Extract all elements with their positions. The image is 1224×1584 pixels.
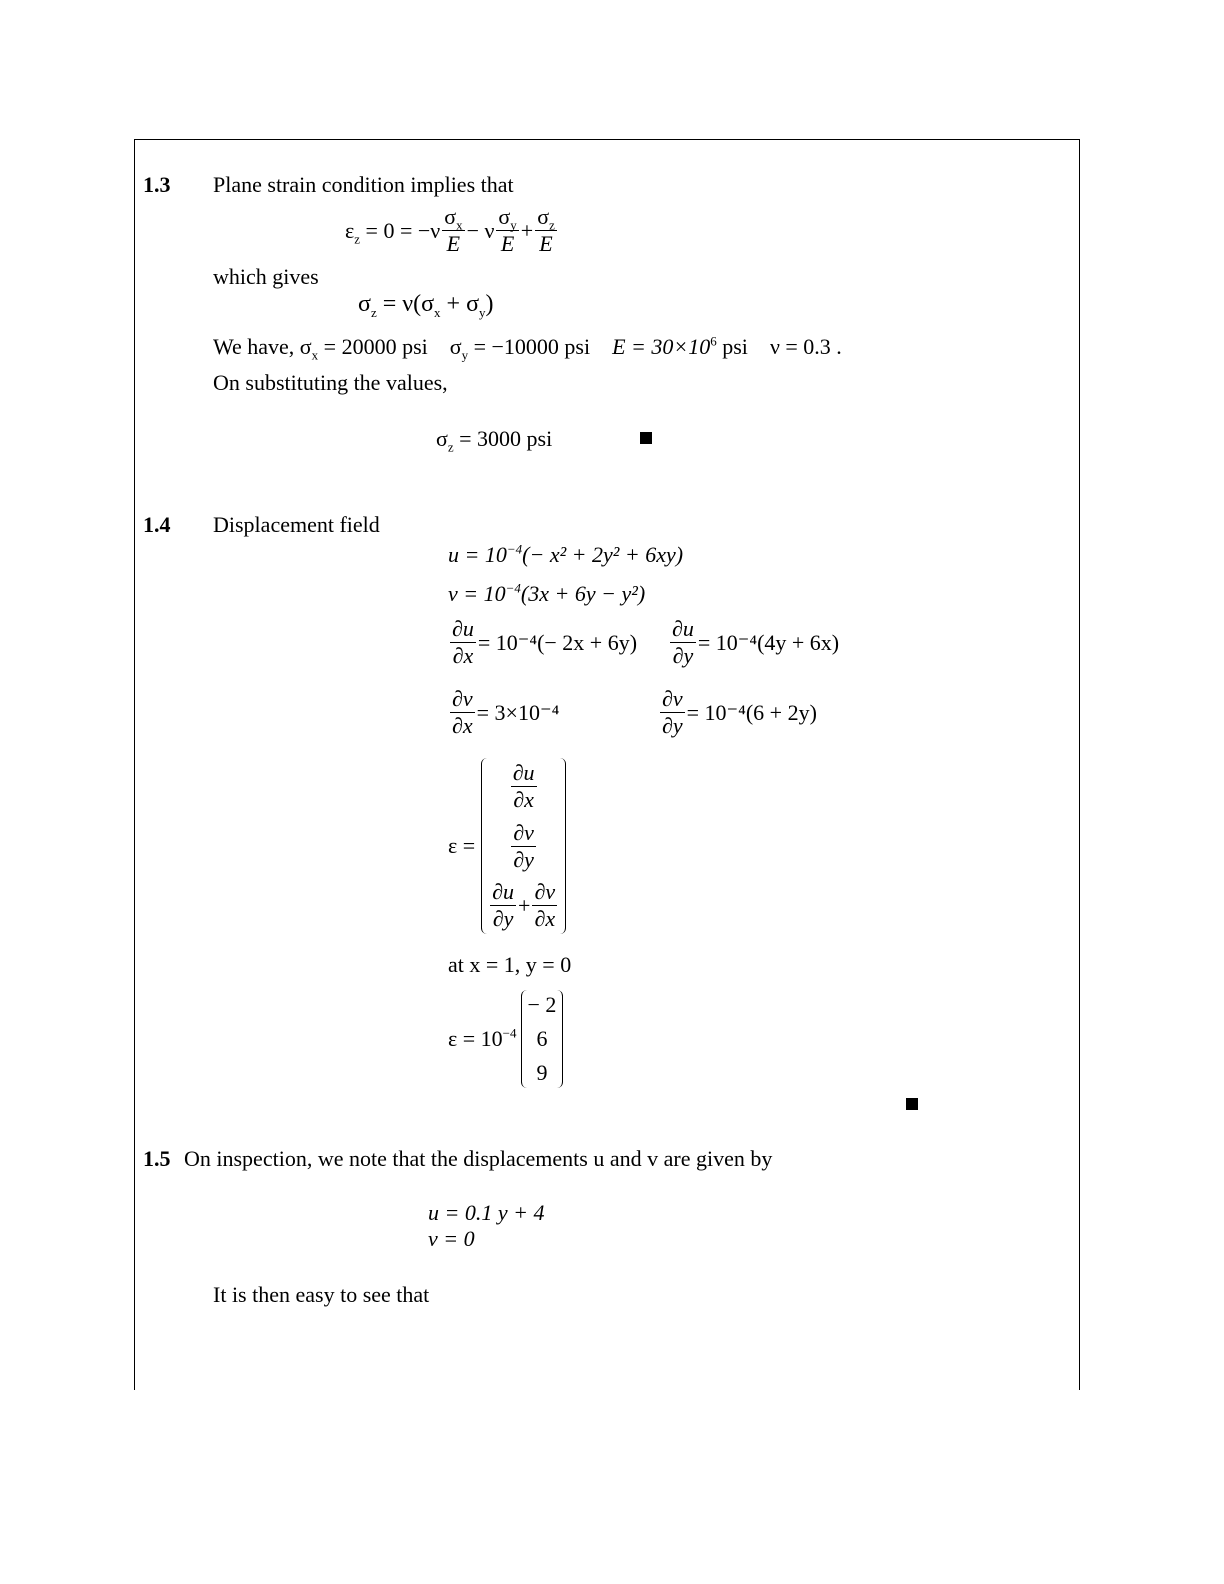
problem-1-4-intro: Displacement field	[213, 512, 380, 537]
E-unit: psi	[716, 334, 748, 359]
u-displacement: $u = 10^{-4}(- x^2 + 2y^2 + 6xy)$	[448, 541, 684, 567]
which-gives-text: which gives	[213, 264, 319, 289]
du-dx-rhs: = 10⁻⁴(− 2x + 6y)	[477, 629, 638, 655]
u-eq-prefix: u = 10	[448, 542, 507, 567]
du-dx-equation: $\frac{\partial u}{\partial x}$ = 10⁻⁴(− 2x + 6y)	[452, 616, 638, 668]
strain-result: $\varepsilon = 10^{-4}$ − 2 6 9	[448, 990, 563, 1088]
strain-vector-definition: ε = $\frac{\partial u}{\partial x}$ $\frac{\partial v}{\partial y}$ $\frac{\partial u}{\partial y}$ + $\frac{\partial v}{\partial x}$	[448, 758, 566, 934]
sigma-z-result: $\sigma_z = 3000$ psi	[436, 426, 553, 455]
E-value: E = 30×10	[612, 334, 711, 359]
eps-prefix: ε = 10	[448, 1026, 503, 1051]
problem-1-4-number: 1.4	[143, 512, 171, 537]
evaluation-point: at x = 1, y = 0	[448, 952, 572, 977]
qed-square-1-3	[640, 432, 652, 444]
v-displacement: $v = 10^{-4}(3x + 6y - y^2)$	[448, 580, 646, 606]
problem-1-3-intro: Plane strain condition implies that	[213, 172, 514, 197]
strain-value-2: 6	[536, 1026, 548, 1051]
sigma-z-result-value: = 3000 psi	[459, 426, 553, 451]
nu-value: ν = 0.3 .	[769, 334, 842, 359]
E-exponent: 6	[710, 333, 717, 349]
dv-dx-rhs: = 3×10⁻⁴	[476, 699, 560, 725]
sigma-z-formula: $\sigma_z = \nu(\sigma_x + \sigma_y)$	[358, 291, 494, 320]
strain-result-column	[521, 990, 564, 1088]
qed-square-1-4	[906, 1098, 918, 1110]
dv-dy-equation: $\frac{\partial v}{\partial y}$ = 10⁻⁴(6 + 2y)	[662, 686, 817, 738]
plane-strain-equation: $\varepsilon_z = 0 = -\nu$ $\frac{\sigma_x}{E}$ − ν $\frac{\sigma_y}{E}$ + $\frac{\sigma_z}{E}$	[345, 204, 555, 256]
v-eq-rest: (3x + 6y − y²)	[520, 581, 646, 606]
v-given: v = 0	[428, 1226, 475, 1251]
problem-1-5-number: 1.5	[143, 1146, 171, 1171]
problem-1-5-intro: On inspection, we note that the displacements u and v are given by	[184, 1146, 773, 1171]
u-given: u = 0.1 y + 4	[428, 1200, 545, 1225]
sigma-x-value: = 20000 psi	[323, 334, 428, 359]
page-frame	[134, 139, 1080, 1390]
strain-vector-column: $\frac{\partial u}{\partial x}$ $\frac{\partial v}{\partial y}$ $\frac{\partial u}{\partial y}$ + $\frac{\partial v}{\partial x}$	[481, 758, 566, 934]
u-eq-rest: (− x² + 2y² + 6xy)	[522, 542, 684, 567]
we-have-label: We have,	[213, 334, 295, 359]
dv-dy-rhs: = 10⁻⁴(6 + 2y)	[686, 699, 817, 725]
v-eq-prefix: v = 10	[448, 581, 506, 606]
problem-1-3-number: 1.3	[143, 172, 171, 197]
du-dy-rhs: = 10⁻⁴(4y + 6x)	[697, 629, 840, 655]
conclusion-text: It is then easy to see that	[213, 1282, 430, 1307]
sigma-y-value: = −10000 psi	[473, 334, 591, 359]
du-dy-equation: $\frac{\partial u}{\partial y}$ = 10⁻⁴(4y + 6x)	[672, 616, 840, 668]
strain-value-3: 9	[536, 1060, 548, 1085]
strain-value-1: − 2	[527, 992, 557, 1017]
given-values: We have, $\sigma_x = 20000$ psi $\sigma_y = -10000$ psi $E = 30\times 10^6$ psi ν = 0.3 .	[213, 333, 842, 363]
dv-dx-equation: $\frac{\partial v}{\partial x}$ = 3×10⁻⁴	[452, 686, 560, 738]
substituting-text: On substituting the values,	[213, 370, 448, 395]
